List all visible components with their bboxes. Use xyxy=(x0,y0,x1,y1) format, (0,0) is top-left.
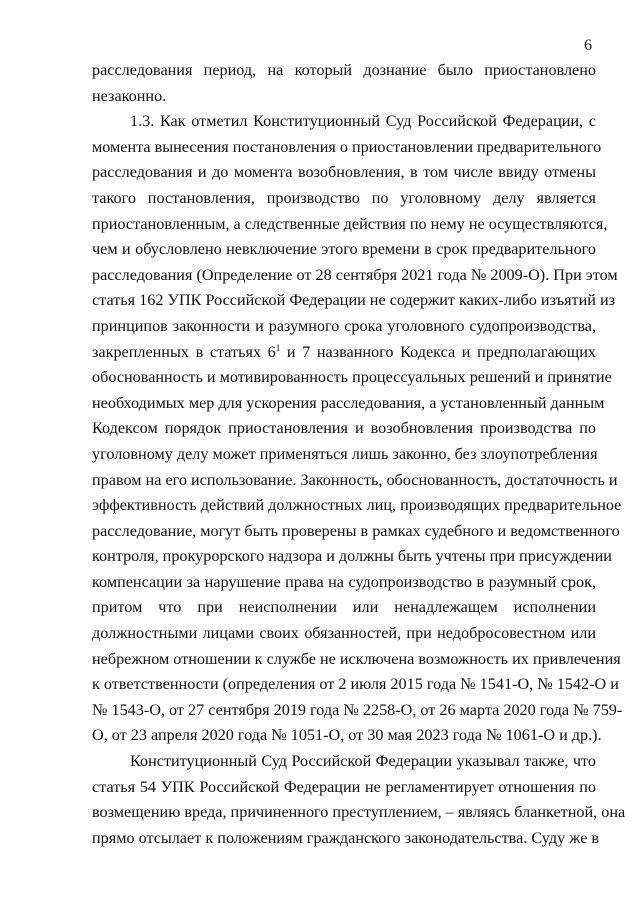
text-line: расследования и до момента возобновления, в том числе ввиду отмены xyxy=(92,163,596,182)
text-line: расследование, могут быть проверены в рамках судебного и ведомственного xyxy=(92,521,620,540)
text-line: прямо отсылает к положениям гражданского законодательства. Суду же в xyxy=(92,828,600,847)
text-line: № 1543-О, от 27 сентября 2019 года № 2258-О, от 26 марта 2020 года № 759- xyxy=(92,700,623,719)
document-body xyxy=(92,58,626,851)
text-line: Кодексом порядок приостановления и возобновления производства по xyxy=(92,419,596,438)
text-line: такого постановления, производство по уголовному делу является xyxy=(92,188,596,207)
text-line: принципов законности и разумного срока уголовного судопроизводства, xyxy=(92,316,596,335)
text-line: О, от 23 апреля 2020 года № 1051-О, от 30 мая 2023 года № 1061-О и др.). xyxy=(92,726,602,745)
text-line: незаконно. xyxy=(92,86,167,105)
text-line: чем и обусловлено невключение этого времени в срок предварительного xyxy=(92,240,596,259)
text-line: эффективность действий должностных лиц, производящих предварительное xyxy=(92,496,622,515)
text-line: Конституционный Суд Российской Федерации указывал также, что xyxy=(130,752,596,771)
text-line: статья 162 УПК Российской Федерации не содержит каких-либо изъятий из xyxy=(92,291,616,310)
text-line: расследования (Определение от 28 сентября 2021 года № 2009-О). При этом xyxy=(92,265,618,284)
text-line: уголовному делу может применяться лишь законно, без злоупотребления xyxy=(92,444,598,463)
text-line: расследования период, на который дознание было приостановлено xyxy=(92,61,596,79)
text-line: 1.3. Как отметил Конституционный Суд Российской Федерации, с xyxy=(130,112,596,131)
text-line: к ответственности (определения от 2 июля 2015 года № 1541-О, № 1542-О и xyxy=(92,675,619,694)
text-segment: закрепленных в статьях 6 xyxy=(92,342,276,361)
text-line xyxy=(92,340,596,366)
text-line: обоснованность и мотивированность процессуальных решений и принятие xyxy=(92,368,612,387)
text-line: компенсации за нарушение права на судопроизводство в разумный срок, xyxy=(92,572,596,591)
text-line: должностными лицами своих обязанностей, при недобросовестном или xyxy=(92,624,596,643)
text-line: правом на его использование. Законность, обоснованность, достаточность и xyxy=(92,470,618,489)
text-line: приостановленным, а следственные действия по нему не осуществляются, xyxy=(92,214,608,233)
text-line: возмещению вреда, причиненного преступлением, – являясь бланкетной, она xyxy=(92,803,626,822)
text-line: момента вынесения постановления о приостановлении предварительного xyxy=(92,137,602,156)
text-segment: и 7 названного Кодекса и предполагающих xyxy=(280,342,596,361)
text-line: необходимых мер для ускорения расследования, а установленный данным xyxy=(92,393,605,412)
superscript: 1 xyxy=(275,342,281,353)
text-line: притом что при неисполнении или ненадлежащем исполнении xyxy=(92,598,596,617)
text-line: небрежном отношении к службе не исключена возможность их привлечения xyxy=(92,649,621,668)
text-line: контроля, прокурорского надзора и должны быть учтены при присуждении xyxy=(92,547,612,566)
page-number: 6 xyxy=(584,37,592,54)
text-line: статья 54 УПК Российской Федерации не регламентирует отношения по xyxy=(92,777,596,796)
